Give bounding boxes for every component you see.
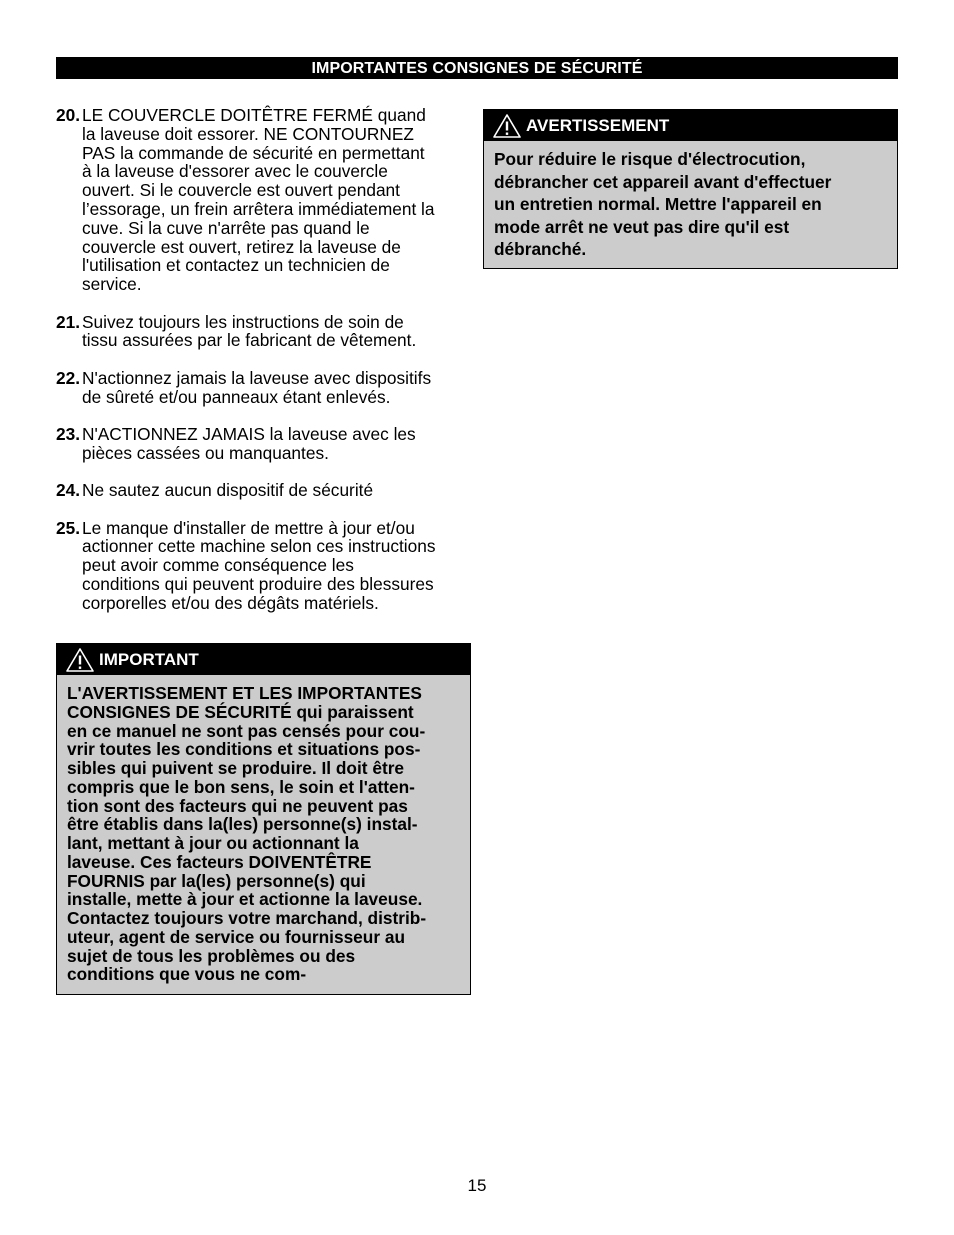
item-line: de sûreté et/ou panneaux étant enlevés. [82,386,391,407]
list-item [56,481,472,500]
notice-line: débrancher cet appareil avant d'effectuer [494,171,832,192]
item-line: actionner cette machine selon ces instructions [82,536,436,557]
item-line: couvercle est ouvert, retirez la laveuse de [82,236,401,257]
warning-title: AVERTISSEMENT [526,116,670,135]
list-item [56,369,472,407]
item-line: PAS la commande de sécurité en permettant [82,142,425,163]
notice-line: tion sont des facteurs qui ne peuvent pas [67,795,408,816]
notice-line: en ce manuel ne sont pas censés pour cou- [67,720,426,741]
notice-line: vrir toutes les conditions et situations pos- [67,739,421,760]
item-text [82,519,472,613]
notice-line: Contactez toujours votre marchand, distrib- [67,908,427,928]
item-text [82,313,472,351]
item-line: peut avoir comme conséquence les [82,555,354,576]
warning-triangle-icon [492,113,522,139]
item-line: N'actionnez jamais la laveuse avec dispositifs [82,367,432,388]
list-item [56,425,472,463]
item-number: 25. [56,517,81,538]
item-text [82,369,472,407]
item-line: N'ACTIONNEZ JAMAIS la laveuse avec les [82,423,416,444]
warning-notice-body [484,141,897,269]
item-line: à la laveuse d'essorer avec le couvercle [82,161,388,182]
notice-line: installe, mette à jour et actionne la laveuse. [67,889,423,910]
item-number: 21. [56,311,81,332]
item-text [82,106,472,294]
warning-triangle-icon [65,647,95,673]
item-number: 22. [56,367,81,388]
item-line: Suivez toujours les instructions de soin de [82,311,404,332]
item-number: 23. [56,423,81,444]
section-header [56,57,898,79]
section-title: IMPORTANTES CONSIGNES DE SÉCURITÉ [311,60,643,77]
item-line: l'utilisation et contactez un technicien de [82,255,390,276]
notice-line: conditions que vous ne com- [67,964,307,985]
notice-line: Pour réduire le risque d'électrocution, [494,149,806,169]
notice-line: lant, mettant à jour ou actionnant la [67,833,359,853]
item-text [82,481,472,500]
notice-line: CONSIGNES DE SÉCURITÉ qui paraissent [67,701,414,722]
item-line: tissu assurées par le fabricant de vêtement. [82,330,417,351]
notice-line: débranché. [494,239,587,259]
notice-line: laveuse. Ces facteurs DOIVENTÊTRE [67,851,372,872]
notice-line: sujet de tous les problèmes ou des [67,945,356,966]
item-line: pièces cassées ou manquantes. [82,442,329,463]
important-notice-header [57,644,470,675]
notice-line: sibles qui puivent se produire. Il doit être [67,758,405,778]
item-line: corporelles et/ou des dégâts matériels. [82,592,379,613]
important-title: IMPORTANT [99,650,199,669]
important-notice-box [56,643,471,995]
list-item [56,106,472,294]
item-text [82,425,472,463]
item-number: 24. [56,480,81,501]
item-line: l’essorage, un frein arrêtera immédiatement la [82,198,435,219]
item-line: ouvert. Si le couvercle est ouvert pendant [82,180,400,201]
item-number: 20. [56,105,81,125]
page-number: 15 [467,1176,487,1195]
notice-line: un entretien normal. Mettre l'appareil en [494,194,822,214]
item-line: service. [82,274,142,295]
notice-line: FOURNIS par la(les) personne(s) qui [67,870,366,891]
notice-line: uteur, agent de service ou fournisseur au [67,926,406,947]
item-line: la laveuse doit essorer. NE CONTOURNEZ [82,123,414,144]
notice-line: mode arrêt ne veut pas dire qu'il est [494,216,790,237]
notice-line: compris que le bon sens, le soin et l'atten- [67,776,415,797]
item-line: cuve. Si la cuve n'arrête pas quand le [82,217,370,238]
important-notice-body [57,675,470,992]
notice-line: L'AVERTISSEMENT ET LES IMPORTANTES [67,683,422,703]
list-item [56,313,472,351]
item-line: LE COUVERCLE DOITÊTRE FERMÉ quand [82,105,426,125]
list-item [56,519,472,613]
item-line: conditions qui peuvent produire des blessures [82,573,434,594]
warning-notice-header [484,110,897,141]
item-line: Le manque d'installer de mettre à jour et/ou [82,517,415,538]
warning-notice-box [483,109,898,269]
safety-items-list [56,106,472,631]
notice-line: être établis dans la(les) personne(s) instal- [67,814,418,835]
item-line: Ne sautez aucun dispositif de sécurité [82,480,374,501]
